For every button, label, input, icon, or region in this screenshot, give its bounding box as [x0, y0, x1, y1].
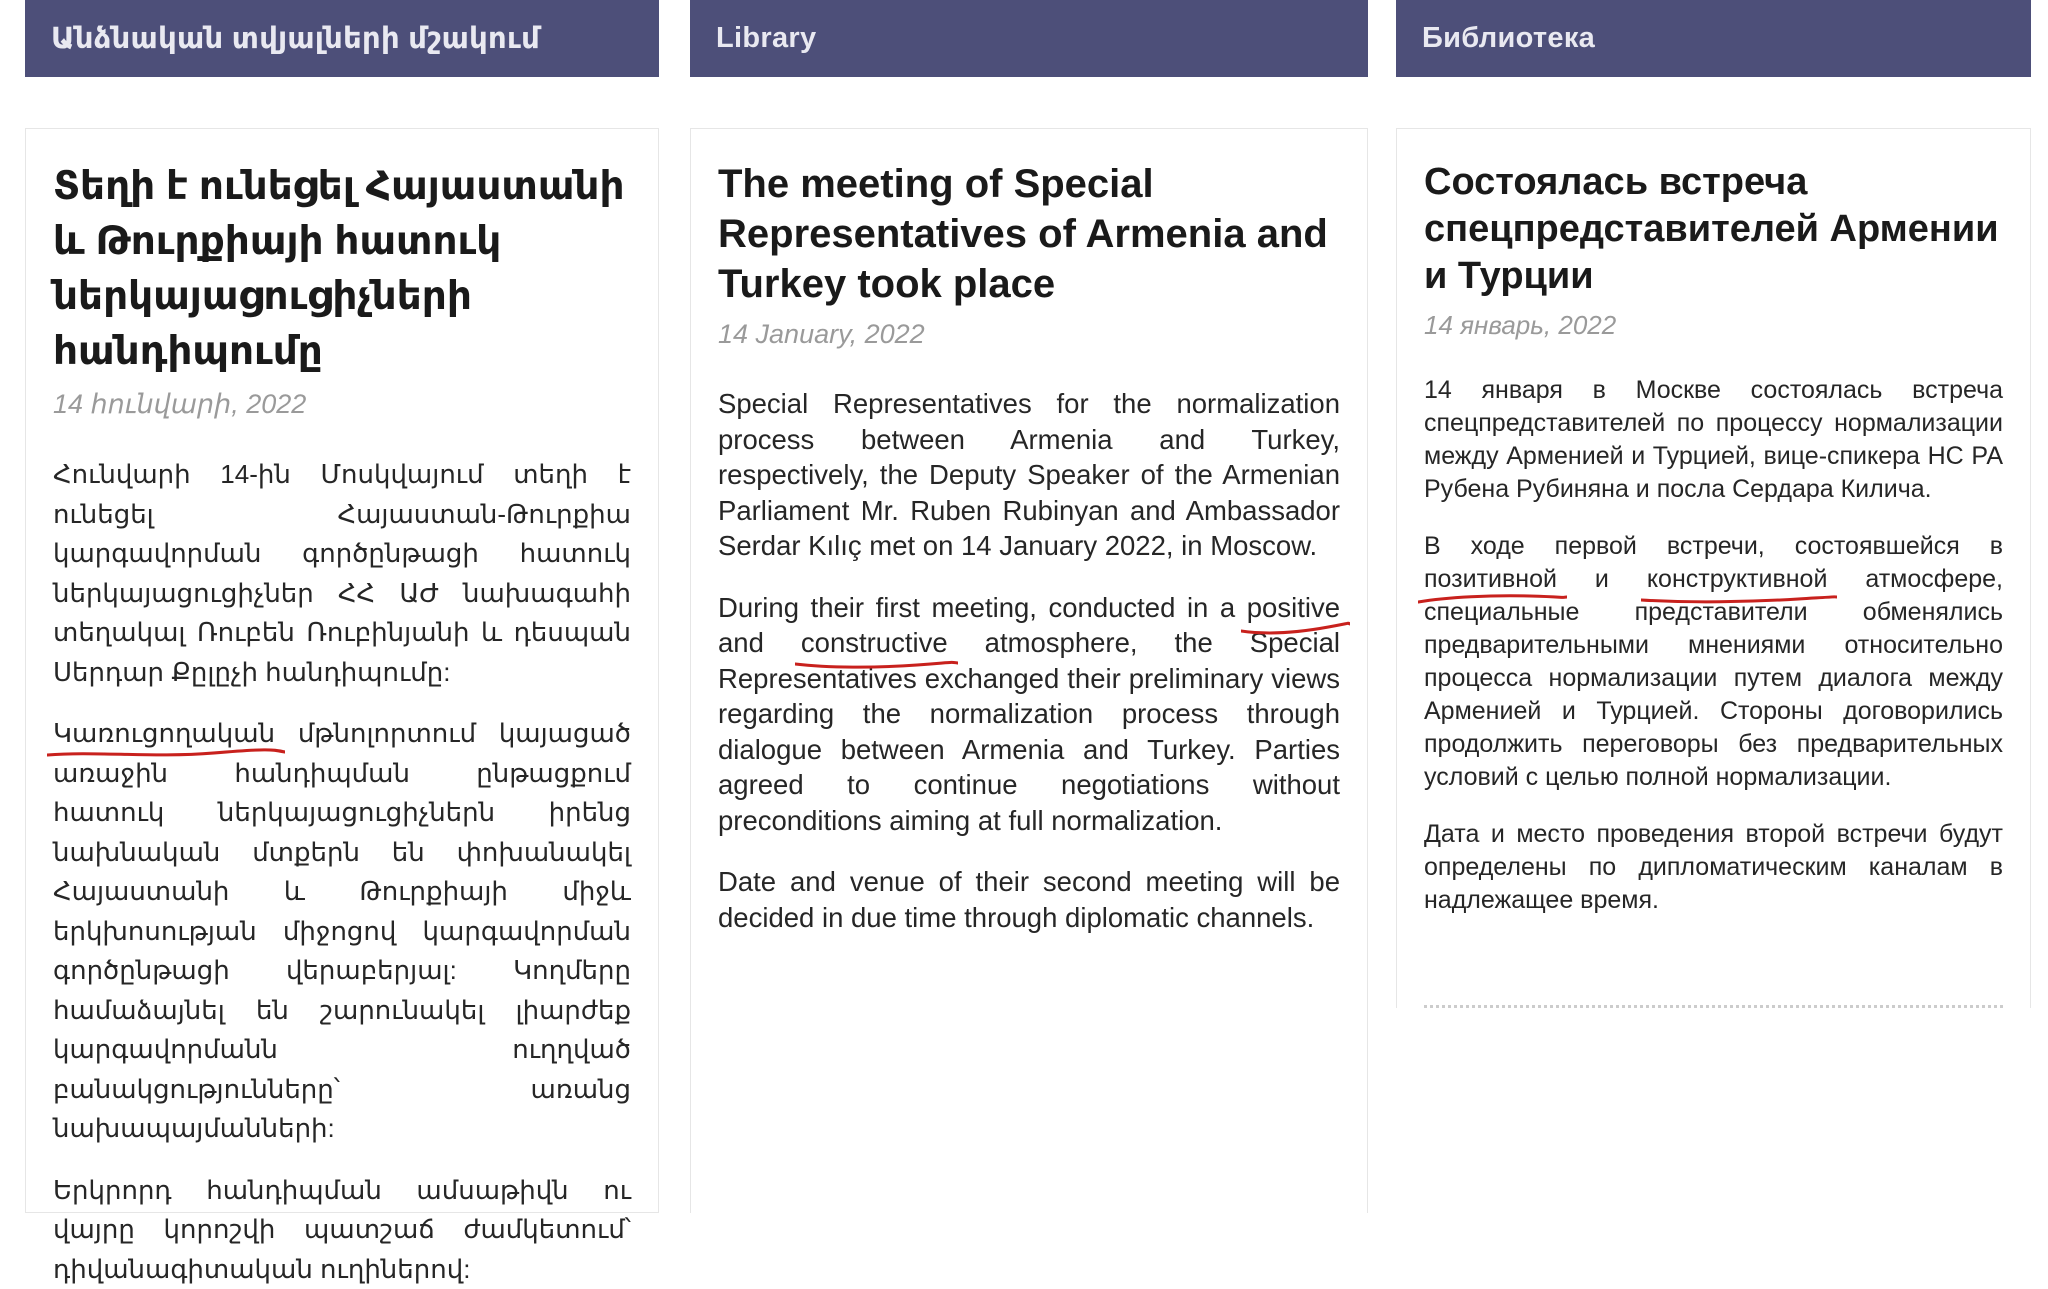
article-card-armenian — [25, 128, 659, 1213]
paragraph-2: During their first meeting, conducted in a positive and constructive atmosphere, the Special Representatives exchanged their preliminary views regarding the normalization process through dialogue between Armenia and Turkey. Parties agreed to continue negotiations without preconditions aiming at full normalization. — [718, 590, 1340, 839]
underlined-word-constructive: конструктивной — [1647, 565, 1828, 593]
article-date: 14 հունվարի, 2022 — [53, 389, 631, 420]
column-english — [690, 0, 1368, 77]
article-date: 14 January, 2022 — [718, 319, 1340, 350]
article-date: 14 январь, 2022 — [1424, 310, 2003, 341]
section-header-label: Библиотека — [1422, 22, 1595, 55]
section-header-armenian[interactable] — [25, 0, 659, 77]
article-title[interactable]: Տեղի է ունեցել Հայաստանի և Թուրքիայի հատուկ ներկայացուցիչների հանդիպումը — [53, 159, 631, 379]
paragraph-2: В ходе первой встречи, состоявшейся в позитивной и конструктивной атмосфере, специальные представители обменялись предварительными мнениями относительно процесса нормализации путем диалога между Арменией и Турцией. Стороны договорились продолжить переговоры без предварительных условий с целью полной нормализации. — [1424, 530, 2003, 794]
column-armenian — [25, 0, 659, 77]
underlined-word-positive: positive — [1247, 592, 1340, 623]
paragraph-1: Հունվարի 14-ին Մոսկվայում տեղի է ունեցել Հայաստան-Թուրքիա կարգավորման գործընթացի հատուկ ներկայացուցիչներ ՀՀ ԱԺ նախագահի տեղակալ Ռուբեն Ռուբինյանի և դեսպան Սերդար Քըլըչի հանդիպումը: — [53, 455, 631, 692]
article-card-english — [690, 128, 1368, 1213]
paragraph-3: Дата и место проведения второй встречи будут определены по дипломатическим каналам в надлежащее время. — [1424, 818, 2003, 917]
paragraph-3: Date and venue of their second meeting will be decided in due time through diplomatic channels. — [718, 864, 1340, 935]
article-body — [1424, 374, 2003, 917]
paragraph-3: Երկրորդ հանդիպման ամսաթիվն ու վայրը կորոշվի պատշաճ ժամկետում՝ դիվանագիտական ուղիներով: — [53, 1171, 631, 1289]
article-title[interactable]: Состоялась встреча спецпредставителей Армении и Турции — [1424, 159, 2003, 300]
column-russian — [1396, 0, 2031, 77]
paragraph-1: Special Representatives for the normalization process between Armenia and Turkey, respectively, the Deputy Speaker of the Armenian Parliament Mr. Ruben Rubinyan and Ambassador Serdar Kılıç met on 14 January 2022, in Moscow. — [718, 386, 1340, 564]
section-header-label: Library — [716, 22, 816, 55]
underlined-word-constructive: constructive — [801, 627, 948, 658]
article-title[interactable]: The meeting of Special Representatives of Armenia and Turkey took place — [718, 159, 1340, 309]
dotted-divider — [1424, 1005, 2003, 1008]
article-body — [718, 386, 1340, 935]
section-header-english[interactable] — [690, 0, 1368, 77]
section-header-russian[interactable] — [1396, 0, 2031, 77]
underlined-word-positive: позитивной — [1424, 565, 1557, 593]
article-card-russian — [1396, 128, 2031, 1008]
section-header-label: Անձնական տվյալների մշակում — [51, 21, 540, 56]
underlined-word-constructive: Կառուցողական — [53, 718, 275, 748]
paragraph-2: Կառուցողական մթնոլորտում կայացած առաջին հանդիպման ընթացքում հատուկ ներկայացուցիչներն իրենց նախնական մտքերն են փոխանակել Հայաստանի և Թուրքիայի միջև երկխոսության միջոցով կարգավորման գործընթացի վերաբերյալ: Կողմերը համաձայնել են շարունակել լիարժեք կարգավորմանն ուղղված բանակցությունները՝ առանց նախապայմանների: — [53, 714, 631, 1149]
paragraph-1: 14 января в Москве состоялась встреча спецпредставителей по процессу нормализации между Арменией и Турцией, вице-спикера НС РА Рубена Рубиняна и посла Сердара Килича. — [1424, 374, 2003, 506]
article-body — [53, 455, 631, 1289]
